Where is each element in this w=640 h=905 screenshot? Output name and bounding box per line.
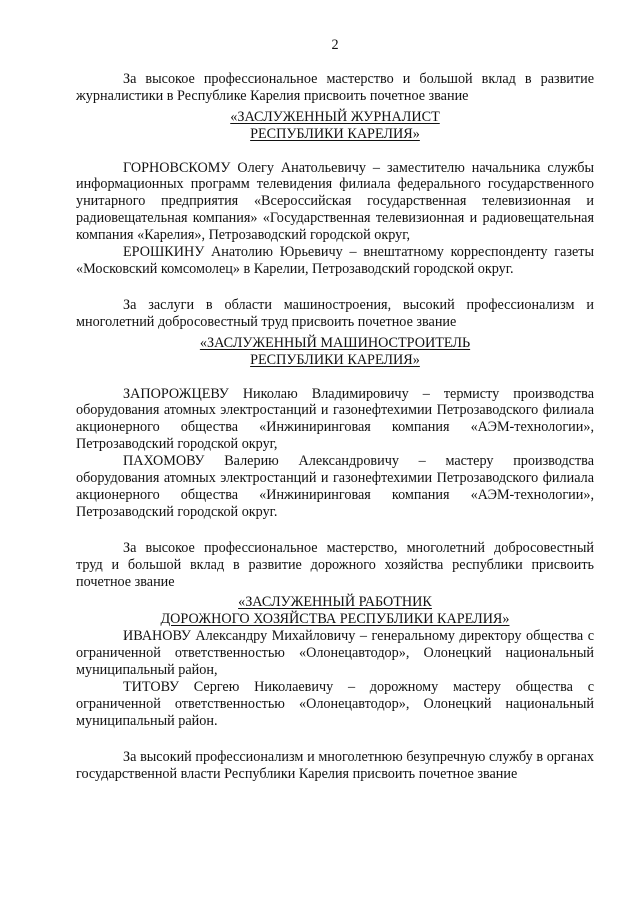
section-1-person-1: ГОРНОВСКОМУ Олегу Анатольевичу – заместителю начальника службы информационных программ телевидения филиала федерального государственного унитарного предприятия «Всероссийская государственная телевизионная и радиовещательная компания» «Государственная телевизионная и радиовещательная компания «Карелия», Петрозаводский городской округ, [76, 159, 594, 244]
section-1-person-2: ЕРОШКИНУ Анатолию Юрьевичу – внештатному корреспонденту газеты «Московский комсомолец» в Карелии, Петрозаводский городской округ. [76, 244, 594, 277]
section-2-title-line-1: «ЗАСЛУЖЕННЫЙ МАШИНОСТРОИТЕЛЬ [199, 334, 471, 351]
section-3-title [76, 594, 594, 628]
section-3-person-1: ИВАНОВУ Александру Михайловичу – генеральному директору общества с ограниченной ответственностью «Олонецавтодор», Олонецкий национальный муниципальный район, [76, 628, 594, 679]
section-1-title-line-1: «ЗАСЛУЖЕННЫЙ ЖУРНАЛИСТ [230, 108, 440, 125]
section-2-title [76, 335, 594, 369]
section-3-title-line-1: «ЗАСЛУЖЕННЫЙ РАБОТНИК [238, 594, 432, 611]
section-2-person-1: ЗАПОРОЖЦЕВУ Николаю Владимировичу – термисту производства оборудования атомных электростанций и газонефтехимии Петрозаводского филиала акционерного общества «Инжиниринговая компания «АЭМ-технологии», Петрозаводский городской округ, [76, 385, 594, 453]
section-4-intro: За высокий профессионализм и многолетнюю безупречную службу в органах государственной власти Республики Карелия присвоить почетное звание [76, 748, 594, 782]
section-3-title-line-2: ДОРОЖНОГО ХОЗЯЙСТВА РЕСПУБЛИКИ КАРЕЛИЯ» [160, 611, 510, 628]
section-2-person-2: ПАХОМОВУ Валерию Александровичу – мастеру производства оборудования атомных электростанций и газонефтехимии Петрозаводского филиала акционерного общества «Инжиниринговая компания «АЭМ-технологии», Петрозаводский городской округ. [76, 453, 594, 520]
section-1-title-line-2: РЕСПУБЛИКИ КАРЕЛИЯ» [250, 125, 420, 142]
section-2-intro: За заслуги в области машиностроения, высокий профессионализм и многолетний добросовестный труд присвоить почетное звание [76, 296, 594, 330]
section-2-title-line-2: РЕСПУБЛИКИ КАРЕЛИЯ» [250, 351, 420, 368]
section-1-title [76, 109, 594, 143]
page-number: 2 [331, 37, 339, 53]
section-3-intro: За высокое профессиональное мастерство, многолетний добросовестный труд и большой вклад в развитие дорожного хозяйства республики присвоить почетное звание [76, 539, 594, 590]
section-3-person-2: ТИТОВУ Сергею Николаевичу – дорожному мастеру общества с ограниченной ответственностью «Олонецавтодор», Олонецкий национальный муниципальный район. [76, 679, 594, 729]
section-1-intro: За высокое профессиональное мастерство и большой вклад в развитие журналистики в Республике Карелия присвоить почетное звание [76, 70, 594, 104]
